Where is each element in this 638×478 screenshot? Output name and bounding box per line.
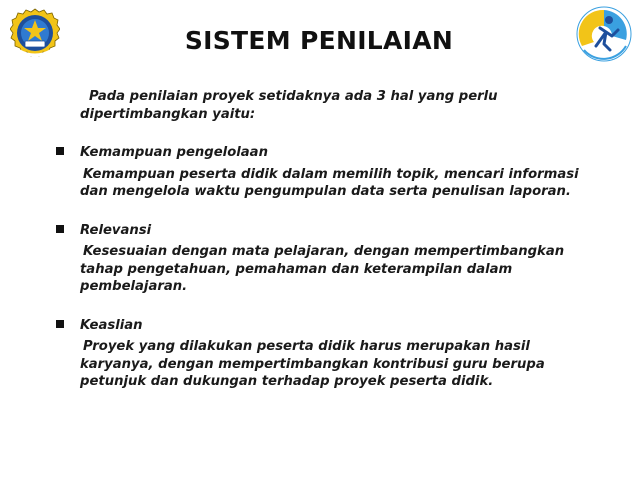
bullet-icon — [56, 225, 64, 233]
section-keaslian — [0, 317, 638, 391]
section-relevansi — [0, 222, 638, 296]
section-heading: Kemampuan pengelolaan — [80, 145, 268, 160]
section-kemampuan-pengelolaan — [0, 144, 638, 201]
section-text: Kemampuan peserta didik dalam memilih topik, mencari informasi dan mengelola waktu pengumpulan data serta penulisan laporan. — [80, 166, 579, 199]
section-text: Kesesuaian dengan mata pelajaran, dengan mempertimbangkan tahap pengetahuan, pemahaman dan keterampilan dalam pembelajaran. — [80, 244, 565, 294]
section-heading: Relevansi — [80, 222, 152, 238]
section-heading: Keaslian — [80, 317, 143, 333]
page-title: SISTEM PENILAIAN — [184, 26, 454, 55]
intro-text: Pada penilaian proyek setidaknya ada 3 hal yang perlu dipertimbangkan yaitu: — [80, 89, 498, 122]
slide-content — [0, 88, 638, 391]
section-text: Proyek yang dilakukan peserta didik harus merupakan hasil karyanya, dengan mempertimbangkan kontribusi guru berupa petunjuk dan dukungan terhadap proyek peserta didik. — [80, 339, 545, 389]
bullet-icon — [56, 147, 64, 155]
bullet-icon — [56, 320, 64, 328]
